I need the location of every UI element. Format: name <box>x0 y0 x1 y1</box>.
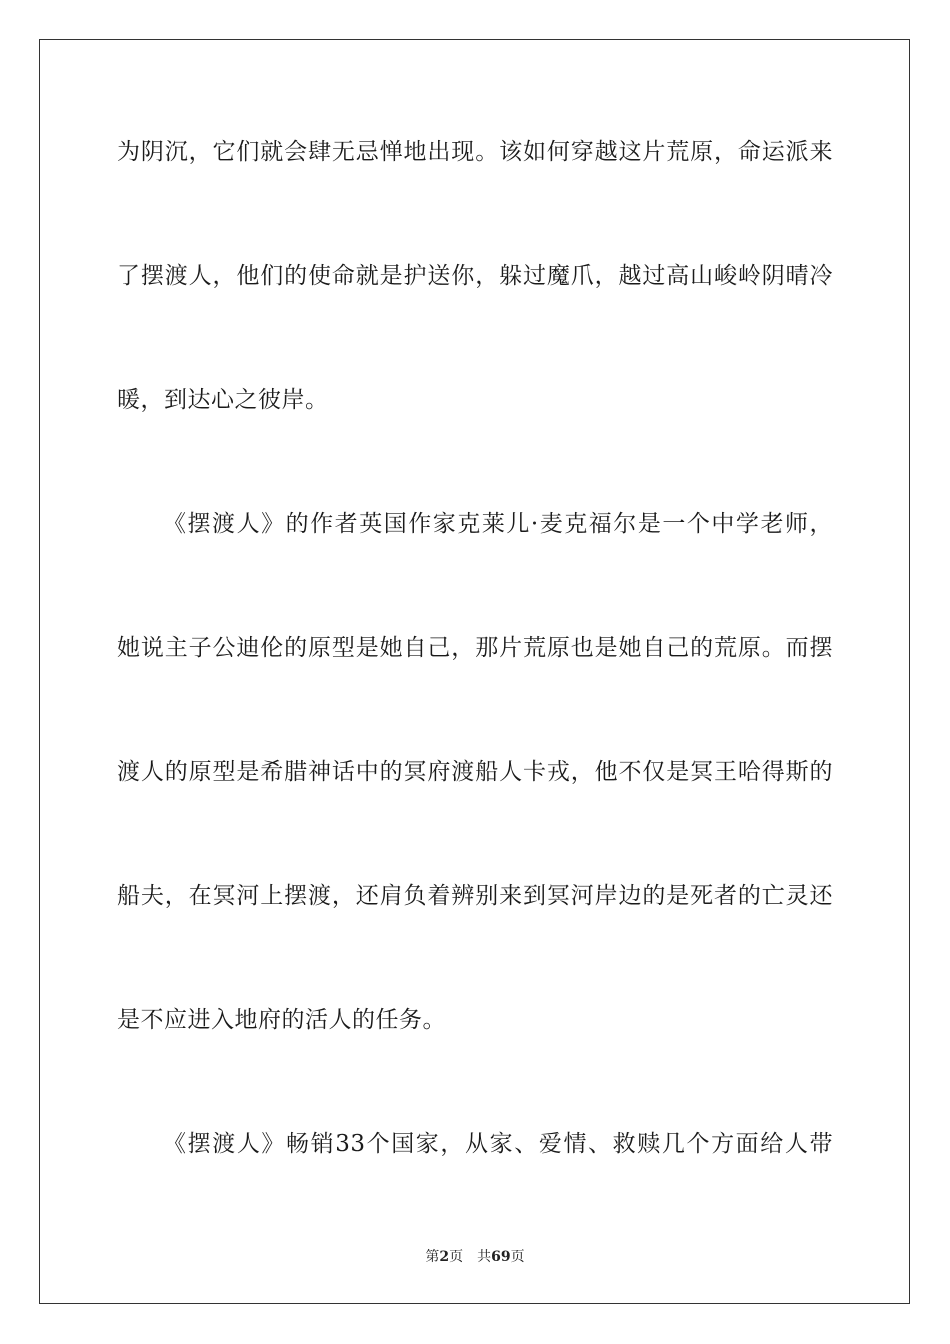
page-footer <box>0 1248 950 1266</box>
total-pages: 69 <box>491 1249 511 1265</box>
total-prefix: 共 <box>477 1249 492 1265</box>
text-line-6: 渡人的原型是希腊神话中的冥府渡船人卡戎，他不仅是冥王哈得斯的 <box>117 759 833 785</box>
page-suffix: 页 <box>449 1249 464 1265</box>
text-line-7: 船夫，在冥河上摆渡，还肩负着辨别来到冥河岸边的是死者的亡灵还 <box>117 883 833 909</box>
text-line-4: 《摆渡人》的作者英国作家克莱儿·麦克福尔是一个中学老师， <box>163 511 833 537</box>
page-border <box>39 39 910 1304</box>
text-line-1: 为阴沉，它们就会肆无忌惮地出现。该如何穿越这片荒原，命运派来 <box>117 139 833 165</box>
text-line-5: 她说主子公迪伦的原型是她自己，那片荒原也是她自己的荒原。而摆 <box>117 635 833 661</box>
text-line-3: 暖，到达心之彼岸。 <box>117 387 329 413</box>
total-suffix: 页 <box>510 1249 525 1265</box>
text-line-2: 了摆渡人，他们的使命就是护送你，躲过魔爪，越过高山峻岭阴晴冷 <box>117 263 833 289</box>
text-line-8: 是不应进入地府的活人的任务。 <box>117 1007 446 1033</box>
text-line-9: 《摆渡人》畅销33个国家，从家、爱情、救赎几个方面给人带 <box>163 1131 833 1157</box>
page-number: 2 <box>439 1249 450 1265</box>
page-prefix: 第 <box>425 1249 440 1265</box>
